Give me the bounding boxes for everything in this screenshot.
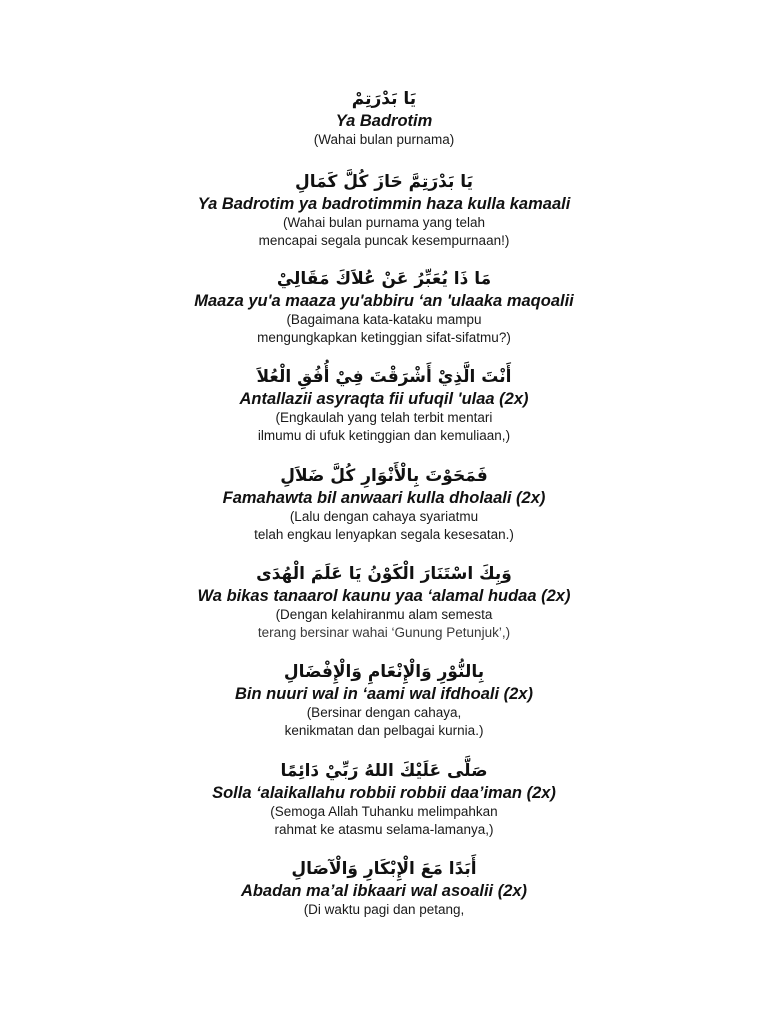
verse-translation xyxy=(0,606,768,642)
verse-transliteration: Abadan ma’al ibkaari wal asoalii (2x) xyxy=(240,882,528,900)
translation-line: (Engkaulah yang telah terbit mentari xyxy=(275,410,493,425)
verse-block xyxy=(0,366,768,445)
verse-translation xyxy=(0,803,768,839)
translation-line: ilmumu di ufuk ketinggian dan kemuliaan,) xyxy=(257,428,511,443)
verse-arabic-text: مَا ذَا يُعَبِّرُ عَنْ عُلاَكَ مَقَالِيْ xyxy=(276,269,492,289)
verse-translation xyxy=(0,311,768,347)
verse-block xyxy=(0,88,768,149)
verse-translation xyxy=(0,131,768,149)
verse-translation xyxy=(0,409,768,445)
translation-line: (Bersinar dengan cahaya, xyxy=(306,705,462,720)
verse-transliteration: Wa bikas tanaarol kaunu yaa ‘alamal hudaa (2x) xyxy=(197,587,571,605)
translation-line: terang bersinar wahai ‘Gunung Petunjuk’,) xyxy=(257,625,511,640)
translation-line: (Wahai bulan purnama) xyxy=(313,132,455,147)
translation-line: mencapai segala puncak kesempurnaan!) xyxy=(258,233,510,248)
verse-arabic-text: صَلَّى عَلَيْكَ اللهُ رَبِّيْ دَائِمًا xyxy=(280,761,488,781)
verse-translation xyxy=(0,901,768,919)
translation-line: (Semoga Allah Tuhanku melimpahkan xyxy=(270,804,498,819)
translation-line: (Dengan kelahiranmu alam semesta xyxy=(275,607,493,622)
verse-block xyxy=(0,563,768,642)
verse-transliteration: Ya Badrotim ya badrotimmin haza kulla kamaali xyxy=(197,195,571,213)
verse-transliteration: Ya Badrotim xyxy=(335,112,433,130)
translation-line: telah engkau lenyapkan segala kesesatan.) xyxy=(254,527,514,542)
verse-arabic-text: يَا بَدْرَتِمْ xyxy=(351,89,417,109)
verse-transliteration: Antallazii asyraqta fii ufuqil 'ulaa (2x) xyxy=(239,390,529,408)
verse-translation xyxy=(0,508,768,544)
verse-translation xyxy=(0,704,768,740)
translation-line: (Bagaimana kata-kataku mampu xyxy=(286,312,482,327)
translation-line: kenikmatan dan pelbagai kurnia.) xyxy=(284,723,484,738)
verse-arabic-text: بِالنُّوْرِ وَالْإِنْعَامِ وَالْإِفْضَالِ xyxy=(283,662,485,682)
verse-transliteration: Bin nuuri wal in ‘aami wal ifdhoali (2x) xyxy=(235,685,533,703)
translation-line: (Wahai bulan purnama yang telah xyxy=(282,215,486,230)
verse-transliteration: Famahawta bil anwaari kulla dholaali (2x) xyxy=(222,489,546,507)
verse-arabic-text: وَبِكَ اسْتَنَارَ الْكَوْنُ يَا عَلَمَ الْهُدَى xyxy=(256,564,512,584)
verse-block xyxy=(0,268,768,347)
verse-arabic-text: أَبَدًا مَعَ الْإِبْكَارِ وَالْآصَالِ xyxy=(291,859,477,879)
translation-line: mengungkapkan ketinggian sifat-sifatmu?) xyxy=(257,330,511,345)
verse-arabic-text: يَا بَدْرَتِمَّ حَازَ كُلَّ كَمَالِ xyxy=(294,172,474,192)
translation-line: rahmat ke atasmu selama-lamanya,) xyxy=(274,822,494,837)
verse-block xyxy=(0,465,768,544)
verse-translation xyxy=(0,214,768,250)
verse-arabic-text: فَمَحَوْتَ بِالْأَنْوَارِ كُلَّ ضَلاَلِ xyxy=(280,466,488,486)
verse-transliteration: Maaza yu'a maaza yu'abbiru ‘an 'ulaaka maqoalii xyxy=(194,292,574,310)
verse-transliteration: Solla ‘alaikallahu robbii robbii daa’iman (2x) xyxy=(212,784,556,802)
translation-line: (Di waktu pagi dan petang, xyxy=(303,902,465,917)
verse-block xyxy=(0,661,768,740)
verse-arabic-text: أَنْتَ الَّذِيْ أَشْرَقْتَ فِيْ أُفُقِ الْعُلاَ xyxy=(256,367,512,387)
verse-block xyxy=(0,171,768,250)
verse-block xyxy=(0,858,768,919)
translation-line: (Lalu dengan cahaya syariatmu xyxy=(289,509,479,524)
verse-block xyxy=(0,760,768,839)
